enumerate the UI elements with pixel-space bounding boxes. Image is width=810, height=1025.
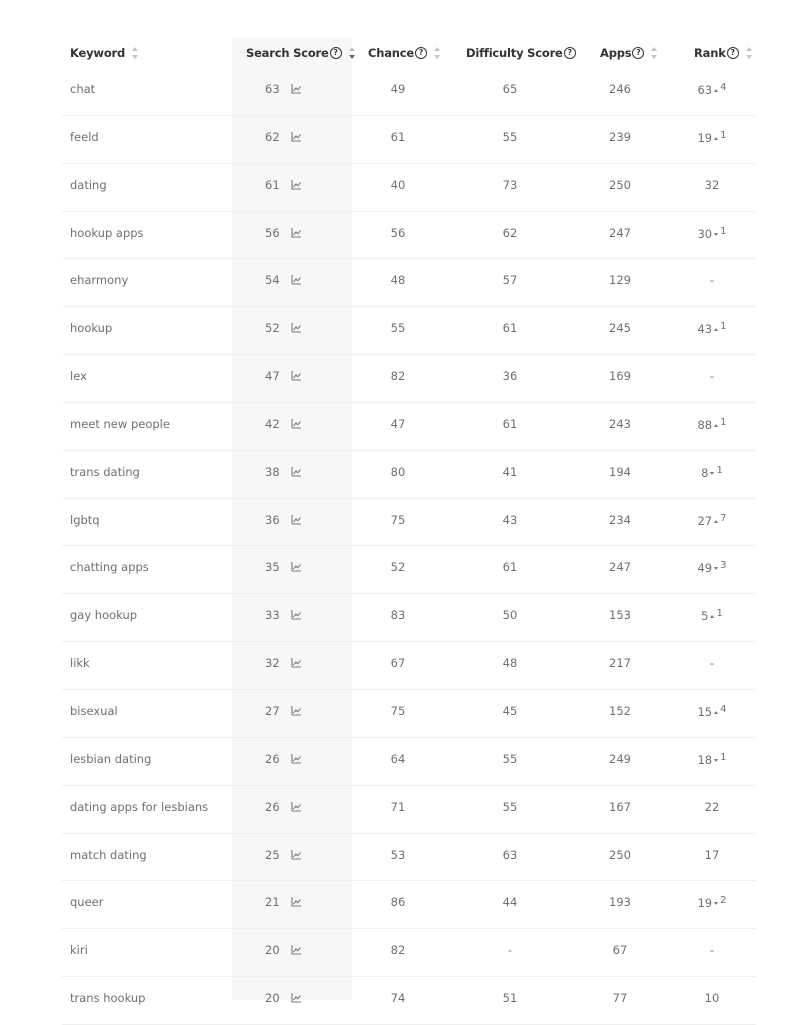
header-keyword[interactable] [70,46,140,60]
header-apps-label: Apps [600,46,632,60]
table-row[interactable] [62,116,756,164]
sort-icon[interactable] [433,47,442,59]
header-search-score[interactable] [246,46,357,60]
header-apps[interactable] [600,46,659,60]
apps-cell: 239 [609,129,631,144]
table-row[interactable] [62,164,756,212]
chance-cell: 53 [390,847,406,862]
difficulty-cell: 36 [502,369,518,384]
rank-cell [684,991,740,1005]
trend-chart-icon[interactable] [291,515,302,525]
difficulty-cell: 73 [502,177,518,192]
rank-value: 43 [697,322,713,337]
difficulty-cell: 45 [502,703,518,718]
chance-cell: 40 [390,177,406,192]
difficulty-cell: 57 [502,273,518,288]
keyword-cell[interactable]: lgbtq [70,512,100,527]
search-score-value: 63 [265,82,280,96]
rank-down-arrow-icon [714,759,718,762]
keyword-table [62,38,756,1025]
rank-cell [684,943,740,957]
table-row[interactable] [62,68,756,116]
sort-icon[interactable] [745,47,754,59]
keyword-cell[interactable]: gay hookup [70,608,138,623]
apps-cell: 169 [609,369,631,384]
keyword-cell[interactable]: hookup [70,321,113,336]
rank-cell [684,848,740,862]
search-score-value: 52 [265,321,280,336]
rank-up-arrow-icon [714,328,718,331]
rank-value: 63 [697,83,713,97]
help-icon[interactable]: ? [330,47,342,59]
table-row[interactable] [62,738,756,786]
apps-cell: 243 [609,416,631,431]
rank-cell [684,895,740,910]
header-search-score-label: Search Score [246,46,329,60]
keyword-cell[interactable]: feeld [70,129,99,144]
difficulty-cell: 61 [502,560,518,575]
rank-cell [684,178,740,192]
search-score-cell [265,465,302,479]
search-score-cell [265,273,302,287]
apps-cell: 193 [609,895,631,910]
search-score-cell [265,513,302,527]
search-score-value: 27 [265,703,280,718]
chance-cell: 75 [390,512,406,527]
trend-chart-icon[interactable] [291,802,302,812]
rank-down-arrow-icon [714,902,718,905]
difficulty-cell: 50 [502,608,518,623]
apps-cell: 129 [609,273,631,288]
difficulty-cell: 55 [502,751,518,766]
difficulty-cell: 61 [502,416,518,431]
apps-cell: 67 [612,943,628,958]
search-score-cell [265,369,302,383]
search-score-value: 32 [265,656,280,671]
chance-cell: 82 [390,369,406,384]
trend-chart-icon[interactable] [291,419,302,429]
search-score-cell [265,226,302,240]
keyword-cell[interactable]: lex [70,369,87,384]
search-score-cell [265,848,302,862]
keyword-cell[interactable]: likk [70,656,90,671]
rank-change: 4 [720,703,727,715]
search-score-value: 47 [265,369,280,384]
table-row[interactable] [62,881,756,929]
search-score-cell [265,704,302,718]
rank-up-arrow-icon [710,615,714,618]
rank-cell [684,513,740,528]
rank-value: - [709,369,715,384]
difficulty-cell: 55 [502,129,518,144]
keyword-cell[interactable]: dating apps for lesbians [70,799,209,814]
chance-cell: 74 [390,991,406,1006]
table-row[interactable] [62,786,756,834]
keyword-cell[interactable]: meet new people [70,416,170,431]
table-row[interactable] [62,499,756,547]
rank-change: 1 [716,608,723,620]
help-icon[interactable]: ? [727,47,739,59]
rank-value: 30 [697,226,713,241]
rank-value: 8 [701,465,709,480]
rank-change: 7 [720,512,727,524]
table-row[interactable] [62,977,756,1025]
trend-chart-icon[interactable] [291,562,302,572]
search-score-value: 56 [265,225,280,240]
rank-change: 1 [720,416,727,428]
apps-cell: 153 [609,608,631,623]
difficulty-cell: 51 [502,991,518,1006]
search-score-value: 20 [265,991,280,1006]
apps-cell: 249 [609,751,631,766]
chance-cell: 61 [390,129,406,144]
search-score-value: 62 [265,129,280,144]
table-row[interactable] [62,546,756,594]
rank-cell [684,752,740,767]
keyword-cell[interactable]: eharmony [70,273,129,288]
trend-chart-icon[interactable] [291,132,302,142]
apps-cell: 217 [609,656,631,671]
rank-cell [684,273,740,287]
difficulty-cell: 65 [502,82,518,96]
rank-value: 15 [697,704,713,719]
chance-cell: 47 [390,416,406,431]
table-row[interactable] [62,834,756,882]
apps-cell: 167 [609,799,631,814]
trend-chart-icon[interactable] [291,706,302,716]
chance-cell: 48 [390,273,406,288]
rank-value: 88 [697,417,713,432]
rank-change: 4 [720,82,727,93]
search-score-cell [265,417,302,431]
search-score-value: 38 [265,464,280,479]
rank-up-arrow-icon [714,711,718,714]
difficulty-cell: 63 [502,847,518,862]
chance-cell: 56 [390,225,406,240]
rank-value: 22 [704,799,720,814]
rank-value: - [709,273,715,288]
keyword-cell[interactable]: trans dating [70,464,140,479]
trend-chart-icon[interactable] [291,84,302,94]
keyword-cell[interactable]: trans hookup [70,991,146,1006]
help-icon[interactable]: ? [632,47,644,59]
search-score-cell [265,130,302,144]
search-score-cell [265,943,302,957]
rank-value: 27 [697,513,713,528]
rank-value: 5 [701,609,709,624]
rank-cell [684,800,740,814]
rank-down-arrow-icon [710,472,714,475]
rank-value: - [709,656,715,671]
rank-value: 49 [697,561,713,576]
chance-cell: 83 [390,608,406,623]
rank-value: 32 [704,177,720,192]
rank-cell [684,465,740,480]
chance-cell: 49 [390,82,406,96]
trend-chart-icon[interactable] [291,658,302,668]
table-row[interactable] [62,212,756,260]
sort-icon[interactable] [131,47,140,59]
sort-icon[interactable] [650,47,659,59]
table-body [62,68,756,1025]
difficulty-cell: 62 [502,225,518,240]
apps-cell: 152 [609,703,631,718]
rank-change: 2 [720,895,727,907]
search-score-cell [265,82,302,96]
help-icon[interactable]: ? [415,47,427,59]
chance-cell: 55 [390,321,406,336]
header-chance[interactable] [368,46,442,60]
header-difficulty-score[interactable] [466,46,576,60]
rank-cell [684,82,740,97]
table-row[interactable] [62,451,756,499]
search-score-cell [265,560,302,574]
trend-chart-icon[interactable] [291,323,302,333]
rank-change: 1 [720,225,727,237]
difficulty-cell: 61 [502,321,518,336]
search-score-cell [265,895,302,909]
rank-change: 1 [720,751,727,763]
search-score-value: 26 [265,799,280,814]
chance-cell: 64 [390,751,406,766]
chance-cell: 80 [390,464,406,479]
rank-value: - [709,943,715,958]
rank-up-arrow-icon [714,137,718,140]
chance-cell: 82 [390,943,406,958]
keyword-cell[interactable]: match dating [70,847,147,862]
rank-up-arrow-icon [714,424,718,427]
table-row[interactable] [62,929,756,977]
table-row[interactable] [62,307,756,355]
rank-cell [684,417,740,432]
header-difficulty-label: Difficulty Score [466,46,563,60]
apps-cell: 234 [609,512,631,527]
search-score-cell [265,178,302,192]
trend-chart-icon[interactable] [291,897,302,907]
trend-chart-icon[interactable] [291,467,302,477]
rank-cell [684,656,740,670]
trend-chart-icon[interactable] [291,754,302,764]
table-row[interactable] [62,690,756,738]
difficulty-cell: 55 [502,799,518,814]
rank-up-arrow-icon [714,520,718,523]
trend-chart-icon[interactable] [291,945,302,955]
rank-cell [684,321,740,336]
header-keyword-label: Keyword [70,46,126,60]
rank-value: 19 [697,130,713,145]
chance-cell: 67 [390,656,406,671]
search-score-value: 33 [265,608,280,623]
rank-change: 1 [720,321,727,333]
difficulty-cell: 43 [502,512,518,527]
chance-cell: 75 [390,703,406,718]
search-score-value: 36 [265,512,280,527]
trend-chart-icon[interactable] [291,275,302,285]
apps-cell: 246 [609,82,631,96]
rank-change: 1 [716,464,723,476]
rank-cell [684,560,740,575]
apps-cell: 247 [609,560,631,575]
search-score-cell [265,991,302,1005]
search-score-value: 25 [265,847,280,862]
difficulty-cell: 41 [502,464,518,479]
rank-cell [684,130,740,145]
header-chance-label: Chance [368,46,414,60]
rank-down-arrow-icon [714,567,718,570]
apps-cell: 250 [609,847,631,862]
trend-chart-icon[interactable] [291,180,302,190]
keyword-cell[interactable]: chat [70,82,96,96]
search-score-value: 42 [265,416,280,431]
chance-cell: 86 [390,895,406,910]
search-score-cell [265,608,302,622]
apps-cell: 77 [612,991,628,1006]
search-score-value: 35 [265,560,280,575]
sort-icon[interactable] [348,47,357,59]
apps-cell: 247 [609,225,631,240]
rank-value: 19 [697,896,713,911]
search-score-cell [265,752,302,766]
trend-chart-icon[interactable] [291,993,302,1003]
rank-value: 10 [704,991,720,1006]
rank-cell [684,226,740,241]
table-row[interactable] [62,594,756,642]
rank-change: 3 [720,560,727,572]
search-score-cell [265,656,302,670]
keyword-cell[interactable]: dating [70,177,107,192]
rank-cell [684,369,740,383]
search-score-value: 20 [265,943,280,958]
rank-down-arrow-icon [714,233,718,236]
table-row[interactable] [62,355,756,403]
keyword-cell[interactable]: kiri [70,943,88,958]
rank-cell [684,704,740,719]
table-row[interactable] [62,642,756,690]
search-score-value: 61 [265,177,280,192]
rank-value: 18 [697,752,713,767]
search-score-value: 26 [265,751,280,766]
keyword-cell[interactable]: bisexual [70,703,118,718]
apps-cell: 245 [609,321,631,336]
table-row[interactable] [62,403,756,451]
chance-cell: 71 [390,799,406,814]
keyword-cell[interactable]: chatting apps [70,560,149,575]
keyword-cell[interactable]: lesbian dating [70,751,152,766]
search-score-cell [265,800,302,814]
keyword-cell[interactable]: hookup apps [70,225,144,240]
rank-change: 1 [720,129,727,141]
header-rank[interactable] [694,46,754,60]
search-score-value: 21 [265,895,280,910]
rank-up-arrow-icon [714,89,718,92]
difficulty-cell: 44 [502,895,518,910]
table-header [62,38,756,68]
search-score-value: 54 [265,273,280,288]
trend-chart-icon[interactable] [291,610,302,620]
keyword-cell[interactable]: queer [70,895,104,910]
trend-chart-icon[interactable] [291,228,302,238]
apps-cell: 194 [609,464,631,479]
search-score-cell [265,321,302,335]
rank-cell [684,608,740,623]
difficulty-cell: 48 [502,656,518,671]
chance-cell: 52 [390,560,406,575]
header-rank-label: Rank [694,46,726,60]
apps-cell: 250 [609,177,631,192]
trend-chart-icon[interactable] [291,371,302,381]
help-icon[interactable]: ? [564,47,576,59]
table-row[interactable] [62,259,756,307]
trend-chart-icon[interactable] [291,850,302,860]
difficulty-cell: - [507,943,513,958]
rank-value: 17 [704,847,720,862]
